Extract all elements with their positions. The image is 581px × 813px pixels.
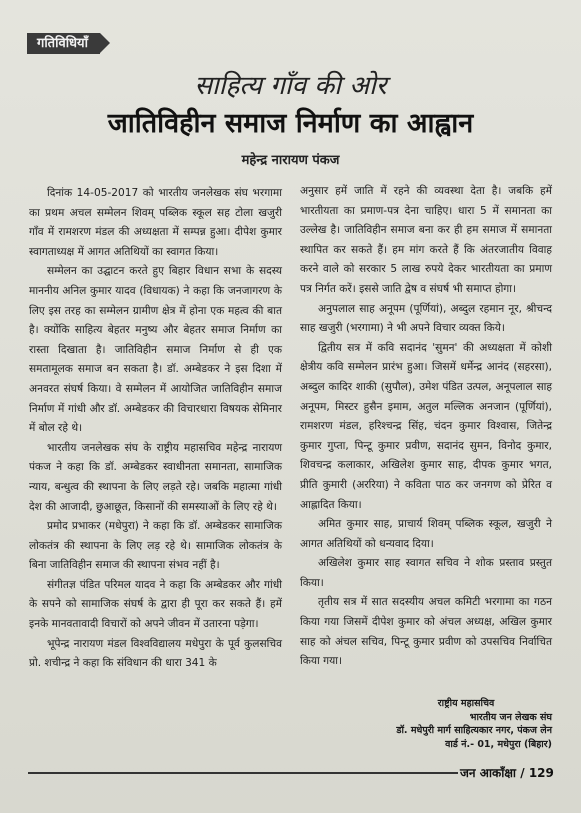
footer-separator: / bbox=[520, 766, 525, 780]
author-signature-block bbox=[350, 697, 552, 751]
signature-line: डॉ. मधेपुरी मार्ग साहित्यकार नगर, पंकज लेन bbox=[396, 725, 552, 736]
page-number: 129 bbox=[528, 766, 554, 780]
paragraph: सम्मेलन का उद्घाटन करते हुए बिहार विधान सभा के सदस्य माननीय अनिल कुमार यादव (विधायक) ने कहा कि जनजागरण के लिए इस तरह का सम्मेलन ग्रामीण क्षेत्र में होना एक महत्व की बात है। क्योंकि साहित्य बेहतर मनुष्य और बेहतर समाज निर्माण का रास्ता दिखाता है। जातिविहीन समाज निर्माण से ही एक समतामूलक समाज बन सकता है। डॉ. अम्बेडकर ने इस दिशा में अनवरत संघर्ष किया। वे सम्मेलन में आयोजित जातिविहीन समाज निर्माण में गांधी और डॉ. अम्बेडकर की विचारधारा विषयक सेमिनार में बोल रहे थे। bbox=[29, 265, 282, 435]
article-headline: जातिविहीन समाज निर्माण का आह्वान bbox=[107, 108, 474, 139]
paragraph: भूपेन्द्र नारायण मंडल विश्वविद्यालय मधेपुरा के पूर्व कुलसचिव प्रो. शचीन्द्र ने कहा कि संविधान की धारा 341 के bbox=[29, 637, 282, 670]
paragraph: संगीतज्ञ पंडित परिमल यादव ने कहा कि अम्बेडकर और गांधी के सपने को सामाजिक संघर्ष के द्वारा ही पूरा कर सकते हैं। हमें इनके मानवतावादी विचारों को अपने जीवन में उतारना पड़ेगा। bbox=[29, 578, 282, 631]
paragraph: अनुपलाल साह अनूपम (पूर्णियां), अब्दुल रहमान नूर, श्रीचन्द साह खजुरी (भरगामा) ने भी अपने विचार व्यक्त किये। bbox=[300, 302, 552, 335]
article-kicker: साहित्य गाँव की ओर bbox=[194, 71, 387, 101]
paragraph: दिनांक 14-05-2017 को भारतीय जनलेखक संघ भरगामा का प्रथम अचल सम्मेलन शिवम् पब्लिक स्कूल सह टोला खजुरी गाँव में रामशरण मंडल की अध्यक्षता में सम्पन्न हुआ। दीपेश कुमार स्वागताध्यक्ष में आगत अतिथियों का स्वागत किया। bbox=[29, 187, 282, 258]
paragraph: द्वितीय सत्र में कवि सदानंद 'सुमन' की अध्यक्षता में कोशी क्षेत्रीय कवि सम्मेलन प्रारंभ हुआ। जिसमें धर्मेन्द्र आनंद (सहरसा), अब्दुल कादिर शाकी (सुपौल), उमेश पंडित उत्पल, अनूपलाल साह अनूपम, मिस्टर हुसैन इमाम, अतुल मल्लिक अनजान (पूर्णियां), रामशरण मंडल, हरिश्चन्द्र सिंह, चंदन कुमार विश्वास, जितेन्द्र कुमार गुप्ता, पिन्टू कुमार प्रवीण, सदानंद सुमन, विनोद कुमार, शिवचन्द्र कलाकार, अखिलेश कुमार साह, दीपक कुमार भगत, प्रीति कुमारी (अररिया) ने कविता पाठ कर जनगण को प्रेरित व आह्लादित किया। bbox=[300, 341, 552, 511]
page-footer bbox=[460, 764, 554, 781]
signature-line: भारतीय जन लेखक संघ bbox=[469, 711, 552, 723]
paragraph: तृतीय सत्र में सात सदस्यीय अचल कमिटी भरगामा का गठन किया गया जिसमें दीपेश कुमार को अंचल अध्यक्ष, अखिल कुमार साह को अंचल सचिव, पिन्टू कुमार प्रवीण को उपसचिव निर्वाचित किया गया। bbox=[300, 596, 552, 668]
paragraph: अखिलेश कुमार साह स्वागत सचिव ने शोक प्रस्ताव प्रस्तुत किया। bbox=[300, 557, 552, 589]
paragraph: प्रमोद प्रभाकर (मधेपुरा) ने कहा कि डॉ. अम्बेडकर सामाजिक लोकतंत्र की स्थापना के लिए लड़ रहे थे। सामाजिक लोकतंत्र के बिना जातिविहीन समाज की स्थापना संभव नहीं है। bbox=[29, 520, 282, 572]
paragraph: अनुसार हमें जाति में रहने की व्यवस्था देता है। जबकि हमें भारतीयता का प्रमाण-पत्र देना चाहिए। धारा 5 में समानता का उल्लेख है। जातिविहीन समाज बना कर ही हम समाज में समानता स्थापित कर सकते हैं। हम मांग करते हैं कि अंतरजातीय विवाह करने वाले को सरकार 5 लाख रुपये देकर भारतीयता का प्रमाण पत्र निर्गत करें। इससे जाति द्वेष व संघर्ष भी समाप्त होगा। bbox=[300, 185, 552, 295]
paragraph: अमित कुमार साह, प्राचार्य शिवम् पब्लिक स्कूल, खजुरी ने आगत अतिथियों को धन्यवाद दिया। bbox=[300, 518, 552, 550]
section-tag: गतिविधियाँ bbox=[27, 33, 100, 54]
paragraph: भारतीय जनलेखक संघ के राष्ट्रीय महासचिव महेन्द्र नारायण पंकज ने कहा कि डॉ. अम्बेडकर स्वाधीनता समानता, सामाजिक न्याय, बन्धुत्व की स्थापना के लिए लड़ते रहे। जबकि महात्मा गांधी देश की आजादी, छुआछूत, किसानों की समस्याओं के लिए रहे थे। bbox=[29, 441, 282, 513]
footer-rule bbox=[28, 772, 458, 774]
signature-line: वार्ड नं.- 01, मधेपुरा (बिहार) bbox=[445, 738, 552, 750]
signature-line: राष्ट्रीय महासचिव bbox=[437, 698, 495, 709]
left-column bbox=[29, 184, 282, 674]
right-column bbox=[300, 182, 552, 672]
article-byline: महेन्द्र नारायण पंकज bbox=[241, 153, 340, 168]
publication-name: जन आकाँक्षा bbox=[460, 766, 517, 780]
